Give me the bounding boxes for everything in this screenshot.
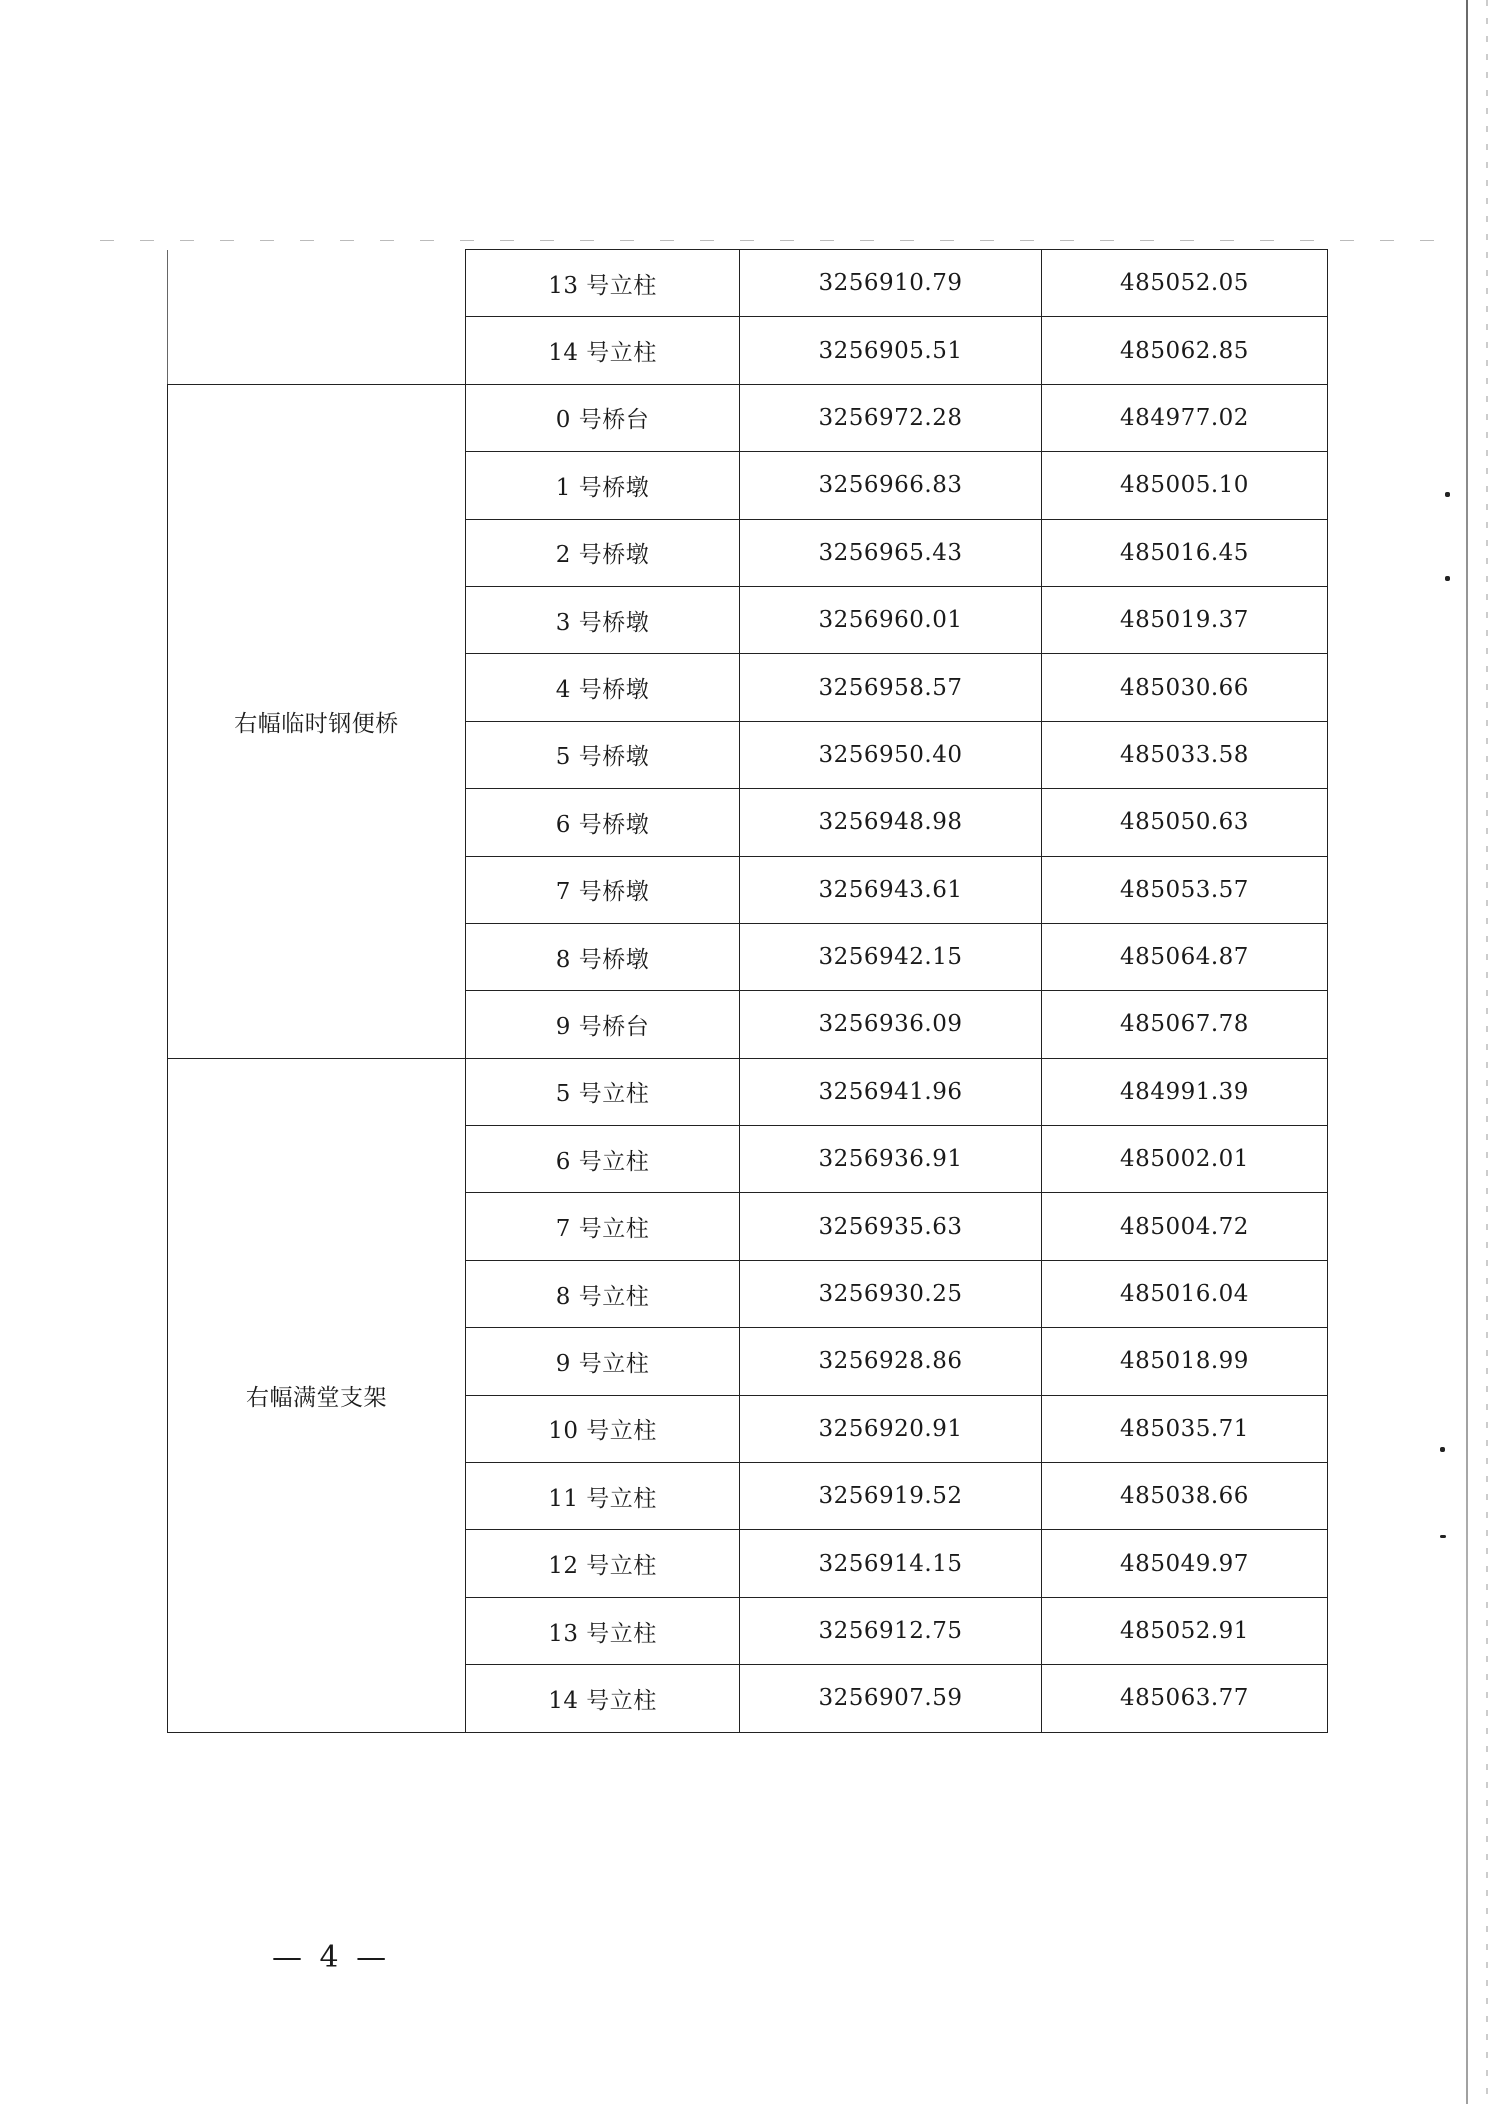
y-coordinate-cell: 485019.37 [1042,586,1328,653]
x-coordinate-cell: 3256965.43 [740,519,1042,586]
x-coordinate-cell: 3256942.15 [740,923,1042,990]
x-coordinate-cell: 3256912.75 [740,1597,1042,1664]
x-coordinate-cell: 3256960.01 [740,586,1042,653]
x-coordinate-cell: 3256958.57 [740,654,1042,721]
point-label-cell: 14 号立柱 [466,1665,740,1732]
y-coordinate-cell: 485016.45 [1042,519,1328,586]
point-label-cell: 3 号桥墩 [466,586,740,653]
point-label-cell: 2 号桥墩 [466,519,740,586]
scan-speck [1440,1535,1446,1538]
point-label-cell: 1 号桥墩 [466,452,740,519]
scan-speck [1440,1447,1445,1452]
point-label-cell: 7 号桥墩 [466,856,740,923]
point-label-cell: 9 号桥台 [466,991,740,1058]
point-label-cell: 10 号立柱 [466,1395,740,1462]
y-coordinate-cell: 485016.04 [1042,1260,1328,1327]
x-coordinate-cell: 3256948.98 [740,789,1042,856]
scan-speck [1445,576,1450,581]
group-name-cell: 右幅满堂支架 [168,1058,466,1732]
y-coordinate-cell: 485035.71 [1042,1395,1328,1462]
point-label-cell: 13 号立柱 [466,250,740,317]
scan-speck [1445,492,1450,497]
y-coordinate-cell: 485052.91 [1042,1597,1328,1664]
y-coordinate-cell: 485064.87 [1042,923,1328,990]
point-label-cell: 5 号桥墩 [466,721,740,788]
point-label-cell: 8 号立柱 [466,1260,740,1327]
point-label-cell: 11 号立柱 [466,1463,740,1530]
y-coordinate-cell: 485050.63 [1042,789,1328,856]
scan-edge-dashes [1486,0,1488,2104]
point-label-cell: 4 号桥墩 [466,654,740,721]
point-label-cell: 6 号桥墩 [466,789,740,856]
x-coordinate-cell: 3256920.91 [740,1395,1042,1462]
x-coordinate-cell: 3256928.86 [740,1328,1042,1395]
y-coordinate-cell: 485052.05 [1042,250,1328,317]
x-coordinate-cell: 3256905.51 [740,317,1042,384]
x-coordinate-cell: 3256936.91 [740,1126,1042,1193]
point-label-cell: 5 号立柱 [466,1058,740,1125]
y-coordinate-cell: 485053.57 [1042,856,1328,923]
y-coordinate-cell: 485062.85 [1042,317,1328,384]
x-coordinate-cell: 3256919.52 [740,1463,1042,1530]
x-coordinate-cell: 3256914.15 [740,1530,1042,1597]
x-coordinate-cell: 3256930.25 [740,1260,1042,1327]
y-coordinate-cell: 485049.97 [1042,1530,1328,1597]
point-label-cell: 8 号桥墩 [466,923,740,990]
table-row [168,1058,1328,1125]
x-coordinate-cell: 3256972.28 [740,384,1042,451]
x-coordinate-cell: 3256950.40 [740,721,1042,788]
x-coordinate-cell: 3256936.09 [740,991,1042,1058]
point-label-cell: 7 号立柱 [466,1193,740,1260]
point-label-cell: 9 号立柱 [466,1328,740,1395]
y-coordinate-cell: 485004.72 [1042,1193,1328,1260]
x-coordinate-cell: 3256935.63 [740,1193,1042,1260]
point-label-cell: 14 号立柱 [466,317,740,384]
y-coordinate-cell: 485067.78 [1042,991,1328,1058]
y-coordinate-cell: 484991.39 [1042,1058,1328,1125]
y-coordinate-cell: 485018.99 [1042,1328,1328,1395]
scan-edge-artifact [1466,0,1468,2104]
x-coordinate-cell: 3256907.59 [740,1665,1042,1732]
y-coordinate-cell: 485063.77 [1042,1665,1328,1732]
y-coordinate-cell: 484977.02 [1042,384,1328,451]
point-label-cell: 6 号立柱 [466,1126,740,1193]
x-coordinate-cell: 3256941.96 [740,1058,1042,1125]
y-coordinate-cell: 485038.66 [1042,1463,1328,1530]
y-coordinate-cell: 485030.66 [1042,654,1328,721]
y-coordinate-cell: 485002.01 [1042,1126,1328,1193]
group-name-cell: 右幅临时钢便桥 [168,384,466,1058]
x-coordinate-cell: 3256966.83 [740,452,1042,519]
x-coordinate-cell: 3256910.79 [740,250,1042,317]
coordinate-table-body [168,250,1328,1733]
point-label-cell: 12 号立柱 [466,1530,740,1597]
y-coordinate-cell: 485005.10 [1042,452,1328,519]
table-row [168,384,1328,451]
y-coordinate-cell: 485033.58 [1042,721,1328,788]
point-label-cell: 13 号立柱 [466,1597,740,1664]
table-row [168,250,1328,317]
x-coordinate-cell: 3256943.61 [740,856,1042,923]
group-name-cell [168,250,466,385]
coordinate-table [167,249,1328,1733]
header-dashed-rule [100,240,1460,241]
point-label-cell: 0 号桥台 [466,384,740,451]
page-number: — 4 — [272,1940,391,1975]
